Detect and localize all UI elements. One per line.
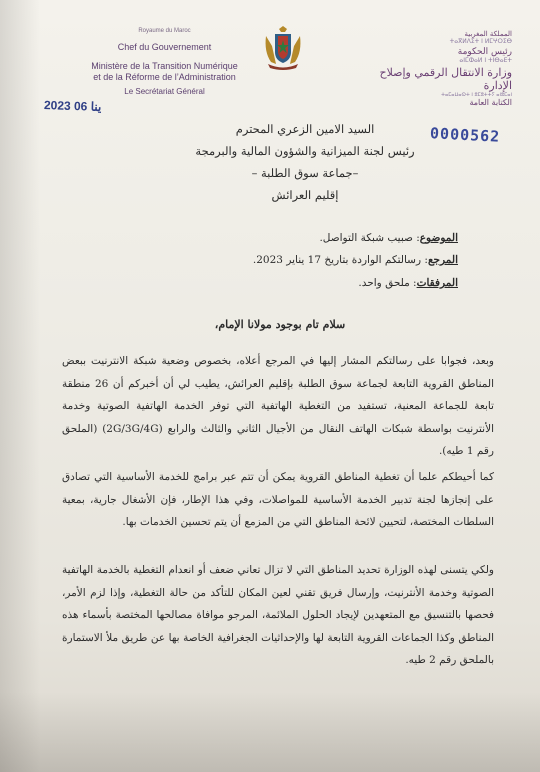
reference-value: : رسالتكم الواردة بتاريخ 17 يناير 2023. bbox=[252, 254, 428, 266]
reference-line bbox=[138, 254, 458, 266]
ministry-fr-line1: Ministère de la Transition Numérique bbox=[91, 61, 238, 71]
head-tifinagh: ⴰⵏⵎⵀⴰⵍ ⵏ ⵜⵏⴱⴰⴹⵜ bbox=[459, 57, 512, 64]
attachments-value: : ملحق واحد. bbox=[358, 277, 417, 289]
ministry-tifinagh: ⵜⴰⵎⴰⵡⴰⵙⵜ ⵏ ⵓⵎⵓⵜⵜⵢ ⴰⵏⵓⵎⴰⵏ bbox=[441, 92, 512, 98]
arabic-letterhead bbox=[362, 30, 512, 107]
recipient-title: رئيس لجنة الميزانية والشؤون المالية والبرمجة bbox=[195, 144, 415, 158]
reference-label: المرجع bbox=[427, 254, 458, 266]
ministry-fr-line2: et de la Réforme de l’Administration bbox=[93, 72, 236, 82]
body-paragraph-2: كما أحيطكم علما أن تغطية المناطق القروية يمكن أن تتم عبر برامج للخدمة الأساسية التي تصادق على إنجازها لجنة تدبير الخدمة الأساسية للمواصلات، وفي هذا الإطار، فإن الأشغال جارية، بمعية السلطات المختصة، لتحيين لائحة المناطق التي من المزمع أن يتم تحسين الخدمات بها. bbox=[62, 471, 494, 528]
secretariat-fr: Le Secrétariat Général bbox=[124, 87, 205, 96]
kingdom-tifinagh: ⵜⴰⴳⵍⴷⵉⵜ ⵏ ⵍⵎⵖⵔⵉⴱ bbox=[449, 38, 512, 45]
body-paragraph-1: وبعد، فجوابا على رسالتكم المشار إليها في المرجع أعلاه، بخصوص وضعية شبكة الانترنيت ببعض المناطق القروية التابعة لجماعة سوق الطلبة بإقليم العرائش، يطيب لي أن أخبركم أن 26 منطقة تابعة للجماعة المعنية، تستفيد من التغطية الهاتفية التي توفر الخدمة الهاتفية الصوتية وخدمة الأنترنيت بواسطة شبكات الهاتف النقال من الأجيال الثاني والثالث والرابع (2G/3G/4G) (الملحق رقم 1 طيه). bbox=[62, 355, 494, 457]
attachments-line bbox=[138, 277, 458, 289]
subject-value: : صبيب شبكة التواصل. bbox=[319, 232, 420, 244]
kingdom-ar: المملكة المغربية bbox=[464, 30, 512, 38]
french-letterhead bbox=[72, 28, 257, 96]
secretariat-ar: الكتابة العامة bbox=[469, 98, 512, 107]
greeting: سلام تام بوجود مولانا الإمام، bbox=[214, 318, 346, 331]
ministry-ar: وزارة الانتقال الرقمي وإصلاح الإدارة bbox=[379, 66, 512, 92]
reference-number-stamp: 0000562 bbox=[429, 124, 501, 146]
coat-of-arms-icon bbox=[262, 26, 304, 70]
recipient-block bbox=[180, 118, 430, 206]
page-shadow-left bbox=[0, 0, 40, 772]
body-paragraph-3: ولكي يتسنى لهذه الوزارة تحديد المناطق التي لا تزال تعاني ضعف أو انعدام التغطية بالخدمة الهاتفية الصوتية وخدمة الأنترنيت، وإرسال فريق تقني لعين المكان للتأكد من حالة التغطية، وإذا لزم الأمر، فحصها بالتنسيق مع المتعهدين لإيجاد الحلول الملائمة، المرجو موافاة مصالحها المختصة بأسماء هذه المناطق وكذا الجماعات القروية التابعة لها والإحداثيات الجغرافية الخاصة بها عن طريق ملأ الاستمارة بالملحق رقم 2 طيه. bbox=[62, 564, 494, 666]
subject-line bbox=[138, 232, 458, 244]
attachments-label: المرفقات bbox=[416, 277, 458, 289]
head-of-government-ar: رئيس الحكومة bbox=[457, 47, 512, 57]
recipient-name: السيد الامين الزعري المحترم bbox=[235, 122, 375, 136]
subject-label: الموضوع bbox=[419, 232, 458, 244]
recipient-commune: –جماعة سوق الطلبة – bbox=[251, 166, 359, 180]
recipient-province: إقليم العرائش bbox=[271, 188, 339, 202]
head-of-government-fr: Chef du Gouvernement bbox=[117, 42, 212, 52]
date-stamp: 2023 ينا 06 bbox=[43, 98, 102, 114]
kingdom-fr: Royaume du Maroc bbox=[138, 28, 191, 34]
page-shadow-bottom bbox=[0, 692, 540, 772]
